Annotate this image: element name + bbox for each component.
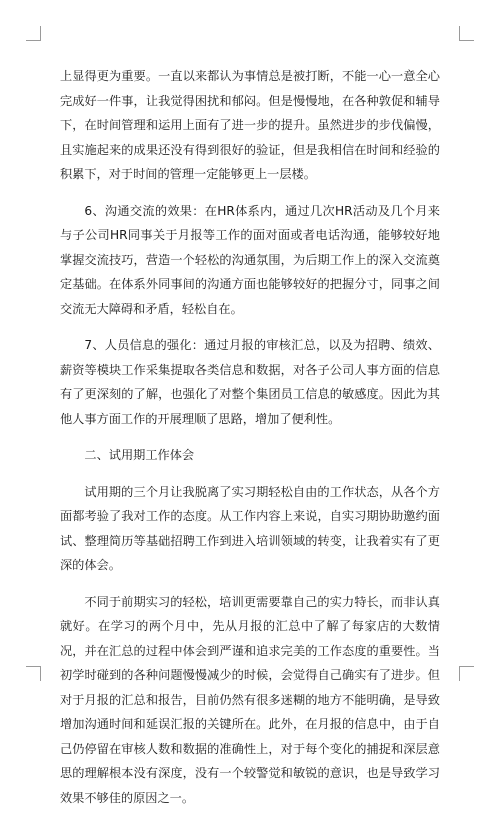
crop-mark-bottom-left (26, 666, 41, 681)
paragraph-probation-overview: 试用期的三个月让我脱离了实习期轻松自由的工作状态，从各个方面都考验了我对工作的态度。从工作内容上来说，自实习期协助邀约面试、整理简历等基础招聘工作到进入培训领域的转变，让我着实有了更深的体会。 (60, 484, 440, 572)
crop-mark-top-right (459, 26, 474, 41)
paragraph-communication: 6、沟通交流的效果：在HR体系内，通过几次HR活动及几个月来与子公司HR同事关于月报等工作的面对面或者电话沟通，能够较好地掌握交流技巧，营造一个轻松的沟通氛围，为后期工作上的深入交流奠定基础。在体系外同事间的沟通方面也能够较好的把握分寸，同事之间交流无大障碍和矛盾，轻松自在。 (60, 203, 440, 316)
document-body (60, 64, 440, 822)
crop-mark-bottom-right (459, 666, 474, 681)
paragraph-training-reflection: 不同于前期实习的轻松，培训更需要靠自己的实力特长，而非认真就好。在学习的两个月中，先从月报的汇总中了解了每家店的大数情况，并在汇总的过程中体会到严谨和追求完美的工作态度的重要性。当初学时碰到的各种问题慢慢减少的时候，会觉得自己确实有了进步。但对于月报的汇总和报告，目前仍然有很多迷糊的地方不能明确，是导致增加沟通时间和延误汇报的关键所在。此外，在月报的信息中，由于自己仍停留在审核人数和数据的准确性上，对于每个变化的捕捉和深层意思的理解根本没有深度，没有一个较警觉和敏锐的意识，也是导致学习效果不够佳的原因之一。 (60, 594, 440, 805)
paragraph-personnel-info: 7、人员信息的强化：通过月报的审核汇总，以及为招聘、绩效、薪资等模块工作采集提取各类信息和数据，对各子公司人事方面的信息有了更深刻的了解，也强化了对整个集团员工信息的敏感度。因此为其他人事方面工作的开展理顺了思路，增加了便利性。 (60, 338, 440, 426)
crop-mark-top-left (26, 26, 41, 41)
section-heading-probation: 二、试用期工作体会 (84, 448, 195, 462)
paragraph-time-management: 上显得更为重要。一直以来都认为事情总是被打断，不能一心一意全心完成好一件事，让我觉得困扰和郁闷。但是慢慢地，在各种敦促和辅导下，在时间管理和运用上面有了进一步的提升。虽然进步的步伐偏慢，且实施起来的成果还没有得到很好的验证，但是我相信在时间和经验的积累下，对于时间的管理一定能够更上一层楼。 (60, 69, 440, 181)
